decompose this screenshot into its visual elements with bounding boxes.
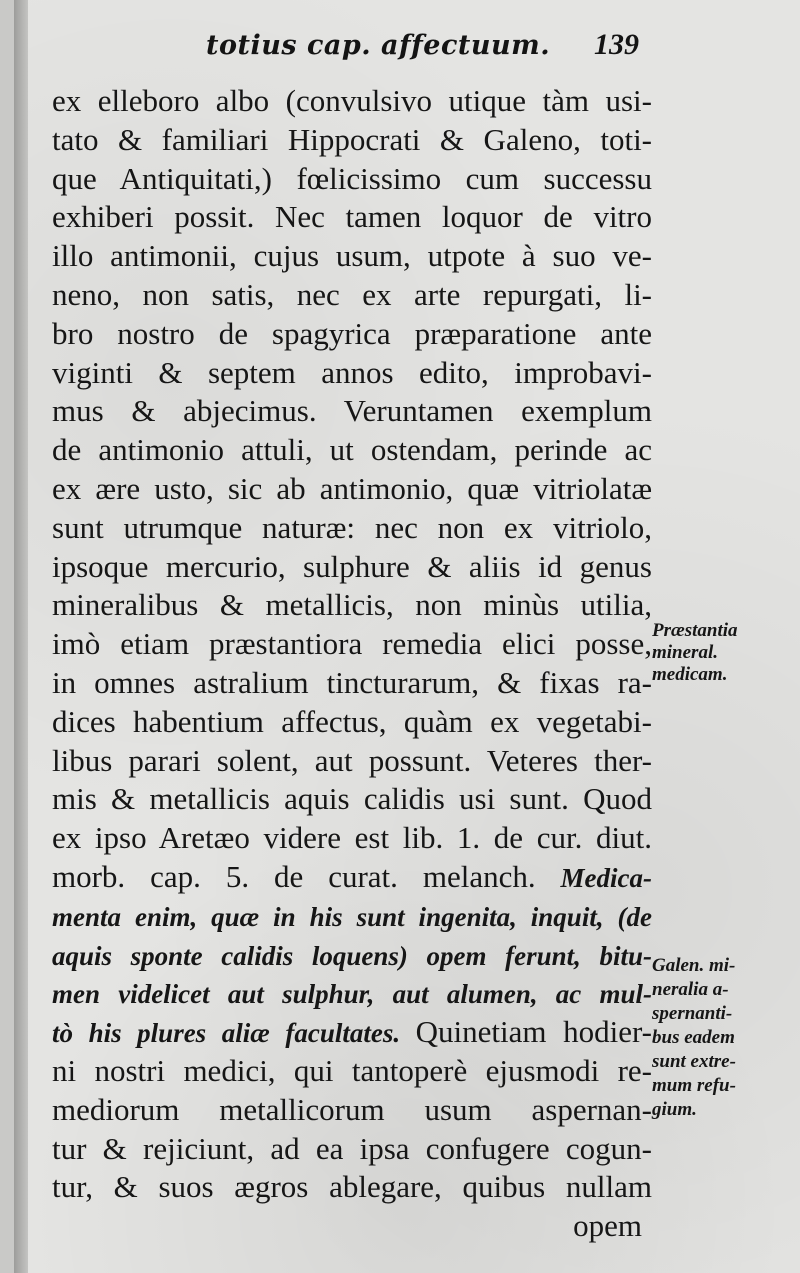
italic-segment: tò his plures aliæ facultates.: [52, 1018, 416, 1049]
roman-segment: opem: [573, 1208, 642, 1244]
text-line: [52, 1130, 652, 1169]
page-gutter-shadow: [14, 0, 28, 1273]
roman-segment: sunt utrumque naturæ: nec non ex vitriolo,: [52, 509, 652, 545]
text-line: [52, 664, 652, 703]
text-line: [52, 121, 652, 160]
margin-note-line: Galen. mi-: [652, 955, 736, 976]
text-line: [52, 819, 652, 858]
roman-segment: mediorum metallicorum usum aspernan-: [52, 1091, 652, 1127]
roman-segment: libus parari solent, aut possunt. Veteres ther-: [52, 742, 652, 778]
roman-segment: que Antiquitati,) fœlicissimo cum successu: [52, 160, 652, 196]
roman-segment: ex ære usto, sic ab antimonio, quæ vitriolatæ: [52, 470, 652, 506]
main-text-block: [52, 82, 652, 1246]
margin-note-line: Præstantia: [652, 620, 738, 641]
roman-segment: ni nostri medici, qui tantoperè ejusmodi re-: [52, 1052, 652, 1088]
text-line: [52, 897, 652, 936]
roman-segment: tur, & suos ægros ablegare, quibus nullam: [52, 1169, 652, 1205]
text-line: [52, 470, 652, 509]
text-line: [52, 1168, 652, 1207]
roman-segment: dices habentium affectus, quàm ex vegetabi-: [52, 703, 652, 739]
text-line: [52, 936, 652, 975]
margin-note-line: mum refu-: [652, 1075, 736, 1096]
roman-segment: ex ipso Aretæo videre est lib. 1. de cur. diut.: [52, 820, 652, 856]
roman-segment: mineralibus & metallicis, non minùs utilia,: [52, 587, 652, 623]
text-line: [52, 237, 652, 276]
roman-segment: ipsoque mercurio, sulphure & aliis id genus: [52, 548, 652, 584]
text-line: [52, 354, 652, 393]
roman-segment: de antimonio attuli, ut ostendam, perinde ac: [52, 432, 652, 468]
margin-note-line: sunt extre-: [652, 1051, 736, 1072]
margin-note-line: mineral.: [652, 642, 718, 663]
text-line: [52, 548, 652, 587]
margin-note-line: bus eadem: [652, 1027, 735, 1048]
text-line: [52, 780, 652, 819]
roman-segment: tato & familiari Hippocrati & Galeno, toti-: [52, 121, 652, 157]
running-head: totius cap. affectuum.: [206, 30, 551, 61]
roman-segment: morb. cap. 5. de curat. melanch.: [52, 858, 561, 894]
roman-segment: tur & rejiciunt, ad ea ipsa confugere cogun-: [52, 1130, 652, 1166]
text-line: [52, 509, 652, 548]
page-number: 139: [594, 28, 639, 61]
margin-note-line: medicam.: [652, 664, 728, 685]
text-line: [52, 974, 652, 1013]
roman-segment: imò etiam præstantiora remedia elici posse,: [52, 626, 652, 662]
margin-note-line: gium.: [652, 1099, 697, 1120]
margin-note-galen: [652, 954, 736, 1122]
text-line: [52, 703, 652, 742]
margin-note-line: neralia a-: [652, 979, 729, 1000]
text-line: [52, 82, 652, 121]
text-line: [52, 392, 652, 431]
margin-note-line: spernanti-: [652, 1003, 733, 1024]
roman-segment: mus & abjecimus. Veruntamen exemplum: [52, 393, 652, 429]
text-line: [52, 1013, 652, 1052]
text-line: [52, 1207, 652, 1246]
text-line: [52, 431, 652, 470]
text-line: [52, 742, 652, 781]
text-line: [52, 276, 652, 315]
roman-segment: neno, non satis, nec ex arte repurgati, li-: [52, 276, 652, 312]
roman-segment: mis & metallicis aquis calidis usi sunt. Quod: [52, 781, 652, 817]
text-line: [52, 198, 652, 237]
margin-note-praestantia: [652, 620, 738, 686]
italic-segment: men videlicet aut sulphur, aut alumen, ac mul-: [52, 979, 652, 1010]
italic-segment: menta enim, quæ in his sunt ingenita, inquit, (de: [52, 901, 652, 932]
text-line: [52, 586, 652, 625]
roman-segment: bro nostro de spagyrica præparatione ante: [52, 315, 652, 351]
roman-segment: ex elleboro albo (convulsivo utique tàm usi-: [52, 83, 652, 118]
roman-segment: exhiberi possit. Nec tamen loquor de vitro: [52, 199, 652, 235]
text-line: [52, 1091, 652, 1130]
text-line: [52, 858, 652, 897]
text-line: [52, 160, 652, 199]
italic-segment: Medica-: [560, 862, 652, 893]
text-line: [52, 1052, 652, 1091]
roman-segment: in omnes astralium tincturarum, & fixas ra-: [52, 664, 652, 700]
roman-segment: viginti & septem annos edito, improbavi-: [52, 354, 652, 390]
roman-segment: Quinetiam hodier-: [415, 1014, 653, 1050]
italic-segment: aquis sponte calidis loquens) opem ferunt, bitu-: [52, 940, 652, 971]
roman-segment: illo antimonii, cujus usum, utpote à suo ve-: [52, 238, 652, 274]
text-line: [52, 625, 652, 664]
text-line: [52, 315, 652, 354]
